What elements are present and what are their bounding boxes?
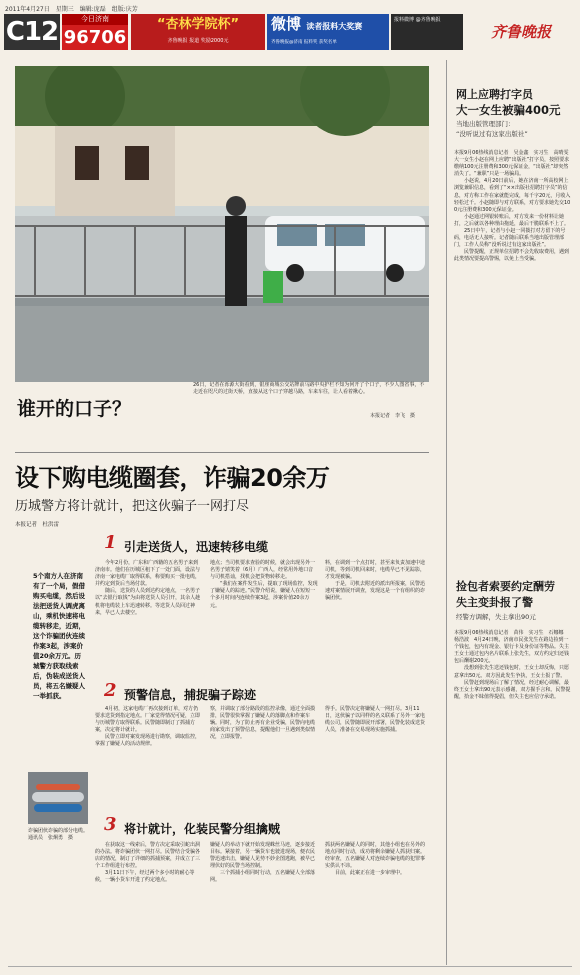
weibo-label: 微博 — [271, 15, 302, 33]
hotline-label: 今日济南 — [62, 14, 128, 25]
ad-title — [267, 14, 389, 37]
byline: 本报记者 杜洪雷 — [15, 522, 60, 528]
section-column: 料，在调到一个点打时，甚至来负责加速中途司机，等到司机回来时，电缆早已不见踪影，才发现被骗。 于是，司机去附近的派出所报案，民警迅速对案情展开调查，发现这是一个有组织的诈骗团伙。 — [325, 560, 426, 602]
dateline: 2011年4月27日 星期三 编辑:庞磊 组版:庆芳 — [5, 6, 138, 13]
section-column: 得手。民警决定将嫌疑人一网打尽。3月11日，这伙骗子以同样的名义联系了另外一家电缆公司，民警随即展开部署，民警化装成送货人员，准备在交易现场实施抓捕。 — [325, 706, 426, 734]
article-subhead: “没听说过有这家出版社” — [456, 130, 528, 138]
column-divider — [446, 60, 447, 965]
hotline-number: 96706 — [63, 27, 127, 48]
ad-subtitle: 齐鲁晚报@济南 报料奖 获奖名单 — [271, 40, 337, 45]
section-column: 抓获两名嫌疑人的同时，其他小组也在另外的地点同时行动，成功将剩余嫌疑人抓获归案。经审查，五名嫌疑人对连续诈骗电缆的犯罪事实供认不讳。 目前，此案正在进一步审理中。 — [325, 842, 426, 877]
masthead: 齐鲁晚报 — [490, 23, 551, 41]
lead-summary: 5个南方人在济南有了一个局，假借购买电缆，然后设法把送货人调虎离山，乘机快速将电缆转移走，近期，这个诈骗团伙连续作案3起，涉案价值20余万元。历城警方获取线索后，伪装成送货人员，将五名嫌疑人一举抓获。 — [33, 572, 85, 700]
cable-illustration — [28, 772, 88, 824]
banner-ad-xinglin — [131, 14, 265, 50]
section-column: 嫌疑人的举动下就开始发现蛛丝马迹，逐步接近目标。紧接着，另一辆货车也驶进现场，便衣民警迅速出击，嫌疑人见势不妙企图逃跑，被早已埋伏好的民警当场控制。 三个抓捕小组同时行动，五名嫌疑人全部落网。 — [210, 842, 316, 884]
photo-headline: 谁开的口子？ — [17, 398, 132, 420]
article-subhead: 经警方调解，失主拿出90元 — [456, 613, 536, 621]
section-column: 4月初，这家电缆厂再次接到订单，对方仍要求送货到指定地点。厂家觉得情况可疑，立即与历城警方取得联系。民警随即制订了抓捕方案，决定将计就计。 民警立即对案发现场进行勘察，调取监控，掌握了嫌疑人的活动规律。 — [95, 706, 201, 748]
page-code: C12 — [4, 14, 60, 50]
ad-title: “杏林学院杯” — [156, 17, 240, 32]
section-column: 今年2月份，广东和广西籍的五名男子来到济南市。他们在历城区租下了一处门面，设法与济南一家电缆厂取得联系，称要购买一批电缆，并约定到货后当场付款。 随后，送货的人员到达约定地点，一名男子以“去银行取钱”为由将送货人员引开，其余人趁机将电缆装上车迅速转移。等送货人员回过神来，早已人去楼空。 — [95, 560, 201, 616]
street-scene-illustration — [15, 66, 429, 382]
ad-subtitle: 齐鲁晚报 报道 奖励2000元 — [167, 38, 229, 44]
section-number: 1 — [104, 532, 117, 553]
article-body: 本报9月06热线消息记者 苗伟 实习生 石娜娜 杨浩波 4月24日晚，济南市民张先生在路边捡到一个钱包，包内有现金、银行卡及身份证等物品。失主王女士通过包内名片联系上张先生，双方约定归还钱包后酬谢200元。 没想到张先生送还钱包时，王女士却反悔，只愿意拿出50元。双方因此发生争执，王女士报了警。 民警赶到现场后了解了情况，经过耐心调解，最终王女士拿出90元表示感谢，双方握手言和。民警提醒，拾金不昧值得提倡，但失主也应信守承诺。 — [454, 630, 571, 700]
article-headline: 失主变卦报了警 — [456, 596, 533, 609]
section-column: 察，并调取了部分路段的监控录像，通过全面摸排，民警很快掌握了嫌疑人的落脚点和作案车辆。同时，为了防止再有企业受骗，民警向电缆商家发出了预警信息，提醒他们一旦遇到类似情况，立即报警。 — [210, 706, 316, 741]
section-column: 地点；当司机要求查验的时候，就会出现另外一名男子嬉笑着（6月）广西人，经常用外地口音与司机搭讪，找机会把货物转移走。 “我们在案件发生后，提取了现场监控，发现了嫌疑人的踪迹。”民警介绍说，嫌疑人在短短一个多月时间内连续作案3起，涉案价值20余万元。 — [210, 560, 318, 609]
section-number: 2 — [104, 680, 117, 701]
cable-photo — [28, 772, 88, 824]
cable-photo-caption: 诈骗团伙诈骗的部分电缆。 通讯员 张炯勇 摄 — [28, 828, 89, 841]
article-headline: 网上应聘打字员 — [456, 88, 533, 101]
main-headline: 设下购电缆圈套，诈骗20余万 — [15, 464, 330, 492]
section-number: 3 — [104, 814, 117, 835]
banner-ad-misc: 报料微博 @齐鲁晚报 — [391, 14, 463, 50]
banner-ad-weibo — [267, 14, 389, 50]
ad-tag: 读者报料大奖赛 — [306, 22, 363, 31]
divider — [15, 452, 429, 453]
section-title: 预警信息，捕捉骗子踪迹 — [124, 688, 257, 702]
divider — [8, 966, 572, 967]
section-title: 将计就计，化装民警分组擒贼 — [124, 822, 281, 836]
article-body: 本报9月06热线消息记者 吴金鑫 实习生 高晴雯 大一女生小赵在网上应聘“出版社”打字员，按照要求缴纳100元注册费和300元保证金，“出版社”却突然消失了。“兼职”只是一场骗局。 小赵说，4月20日前后，她在济南一所高校网上浏览兼职信息，看到了“××出版社招聘打字员”的信息，对方称工作在家就能完成，每千字20元，月收入轻松过千。小赵随即与对方联系，对方要求她先交100元注册费和300元保证金。 小赵通过网银转账后，对方发来一份材料让她打，之后就以各种理由拖延，最后干脆联系不上了。 25日中午，记者与小赵一同拨打对方留下的号码，电话无人接听。记者随后联系当地出版管理部门，工作人员称“没听说过有这家出版社”。 民警提醒，正规单位招聘不会先收取费用，遇到此类情况要提高警惕，以免上当受骗。 — [454, 150, 571, 263]
main-subhead: 历城警方将计就计，把这伙骗子一网打尽 — [15, 499, 250, 514]
article-headline: 捡包者索要约定酬劳 — [456, 580, 555, 593]
news-photo — [15, 66, 429, 382]
section-title: 引走送货人，迅速转移电缆 — [124, 540, 269, 554]
hotline-box — [62, 14, 128, 50]
photo-caption: 26日，记者在泺源大街看到，银座商城公交站牌前马路中央护栏不知为何开了个口子，不少人图省事，不走近在咫尺的过街天桥，直接从这个口子穿越马路，车来车往，让人看着揪心。 — [193, 382, 425, 396]
section-column: 在获取这一线索后，警方决定采取引蛇出洞的办法。将诈骗团伙一网打尽。民警结合受骗各店的情况，制订了详细的抓捕预案，并成立了三个工作组进行布控。 3月11日下午，经过两个多小时的耐心等候，一辆小货车开进了约定地点。 — [95, 842, 201, 884]
article-subhead: 当地出版管理部门： — [456, 120, 515, 128]
article-headline: 大一女生被骗400元 — [456, 103, 561, 117]
photo-credit: 本报记者 李飞 摄 — [370, 413, 416, 419]
